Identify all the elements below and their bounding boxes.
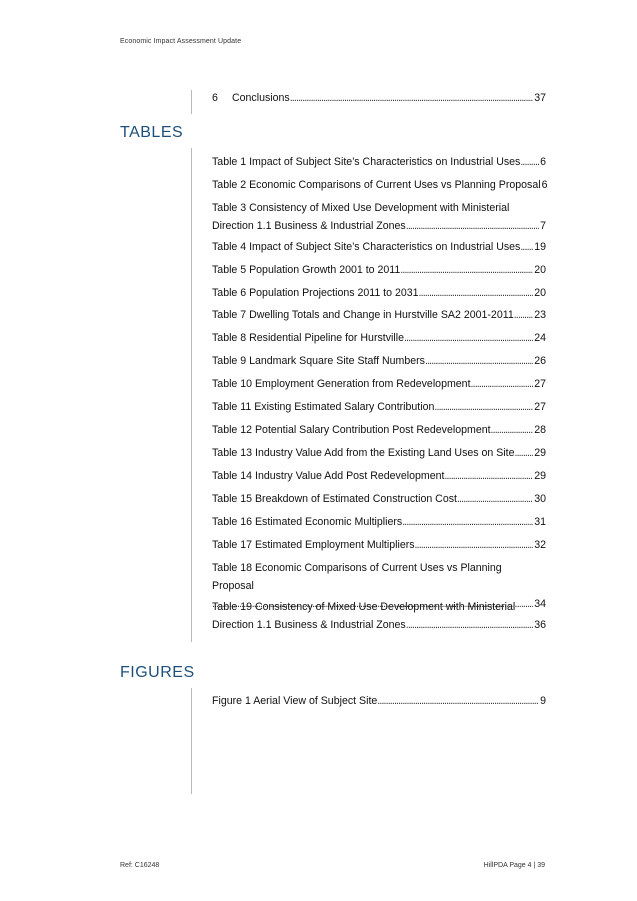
leader-dots	[402, 513, 533, 531]
toc-entry-table[interactable]	[212, 398, 546, 416]
leader-dots	[520, 238, 533, 256]
leader-dots	[419, 284, 534, 302]
entry-label: Table 11 Existing Estimated Salary Contribution	[212, 401, 435, 413]
leader-dots	[406, 616, 533, 634]
entry-label: Table 1 Impact of Subject Site’s Characteristics on Industrial Uses	[212, 156, 521, 168]
entry-label: Table 5 Population Growth 2001 to 2011	[212, 264, 401, 276]
entry-label-line2: Direction 1.1 Business & Industrial Zones	[212, 220, 406, 232]
toc-entry-table[interactable]	[212, 490, 546, 508]
page-number: 26	[534, 355, 546, 367]
toc-entry-table[interactable]	[212, 284, 546, 302]
page-number: 37	[534, 92, 546, 104]
toc-entry-table[interactable]	[212, 306, 546, 324]
page-number: 24	[534, 332, 546, 344]
toc-entry-table[interactable]	[212, 238, 546, 256]
toc-entry-table[interactable]	[212, 153, 546, 171]
divider-line-tables	[191, 148, 192, 642]
entry-label: Table 14 Industry Value Add Post Redevelopment	[212, 470, 445, 482]
page-number: 29	[534, 447, 546, 459]
leader-dots	[290, 89, 533, 107]
leader-dots	[415, 536, 534, 554]
toc-entry-table[interactable]	[212, 467, 546, 485]
leader-dots	[377, 692, 539, 710]
entry-label: Table 4 Impact of Subject Site’s Characteristics on Industrial Uses	[212, 241, 521, 253]
entry-label: Table 13 Industry Value Add from the Existing Land Uses on Site	[212, 447, 515, 459]
page-number: 20	[534, 287, 546, 299]
page-number: 6	[540, 156, 546, 168]
leader-dots	[406, 217, 539, 235]
page-number: 28	[534, 424, 546, 436]
toc-entry-table[interactable]	[212, 176, 546, 194]
toc-entry-table[interactable]	[212, 536, 546, 554]
leader-dots	[425, 352, 533, 370]
entry-label: Table 8 Residential Pipeline for Hurstville	[212, 332, 404, 344]
leader-dots	[520, 153, 539, 171]
page-number: 6	[541, 179, 548, 191]
page-number: 34	[534, 598, 546, 610]
tables-heading: TABLES	[120, 124, 184, 141]
leader-dots	[491, 421, 534, 439]
page-number: 7	[540, 220, 546, 232]
toc-entry-table[interactable]	[212, 199, 546, 235]
leader-dots	[457, 490, 533, 508]
page-number: 23	[534, 309, 546, 321]
page-number: 27	[534, 378, 546, 390]
entry-label: Table 12 Potential Salary Contribution Post Redevelopment	[212, 424, 491, 436]
footer-reference: Ref: C16248	[120, 862, 160, 869]
entry-label-line1: Table 3 Consistency of Mixed Use Development with Ministerial	[212, 202, 510, 214]
figures-heading: FIGURES	[120, 664, 195, 681]
entry-label: Figure 1 Aerial View of Subject Site	[212, 695, 378, 707]
entry-label: Table 15 Breakdown of Estimated Construction Cost	[212, 493, 457, 505]
entry-label: Table 10 Employment Generation from Redevelopment	[212, 378, 471, 390]
leader-dots	[515, 444, 534, 462]
leader-dots	[444, 467, 533, 485]
leader-dots	[400, 261, 533, 279]
entry-label-line1: Table 19 Consistency of Mixed Use Development with Ministerial	[212, 601, 516, 613]
toc-entry-conclusions[interactable]	[212, 89, 546, 107]
page-number: 29	[534, 470, 546, 482]
document-header-title: Economic Impact Assessment Update	[120, 38, 242, 45]
entry-label: Table 16 Estimated Economic Multipliers	[212, 516, 403, 528]
entry-label: Table 7 Dwelling Totals and Change in Hurstville SA2 2001-2011	[212, 309, 514, 321]
divider-line-top	[191, 90, 192, 114]
section-label: Conclusions	[232, 92, 290, 104]
leader-dots	[434, 398, 533, 416]
page-number: 32	[534, 539, 546, 551]
leader-dots	[514, 306, 533, 324]
leader-dots	[471, 375, 534, 393]
page-number: 31	[534, 516, 546, 528]
section-number: 6	[212, 92, 218, 104]
divider-line-figures	[191, 688, 192, 794]
page-number: 19	[534, 241, 546, 253]
entry-label: Table 6 Population Projections 2011 to 2031	[212, 287, 419, 299]
toc-entry-table[interactable]	[212, 352, 546, 370]
page-number: 30	[534, 493, 546, 505]
page-number: 36	[534, 619, 546, 631]
entry-label-line2: Direction 1.1 Business & Industrial Zones	[212, 619, 406, 631]
page-number: 27	[534, 401, 546, 413]
toc-entry-table[interactable]	[212, 375, 546, 393]
entry-label: Table 9 Landmark Square Site Staff Numbers	[212, 355, 425, 367]
page-number: 20	[534, 264, 546, 276]
entry-label-line1: Table 18 Economic Comparisons of Current Uses vs Planning Proposal	[212, 562, 502, 592]
toc-entry-table[interactable]	[212, 421, 546, 439]
toc-entry-table[interactable]	[212, 513, 546, 531]
entry-label: Table 2 Economic Comparisons of Current Uses vs Planning Proposal	[212, 179, 541, 191]
page-number: 9	[540, 695, 546, 707]
toc-entry-table[interactable]	[212, 598, 546, 634]
footer-page-info: HillPDA Page 4 | 39	[483, 862, 545, 869]
toc-entry-figure[interactable]	[212, 692, 546, 710]
leader-dots	[404, 329, 533, 347]
entry-label: Table 17 Estimated Employment Multipliers	[212, 539, 415, 551]
toc-entry-table[interactable]	[212, 329, 546, 347]
toc-entry-table[interactable]	[212, 261, 546, 279]
toc-entry-table[interactable]	[212, 444, 546, 462]
